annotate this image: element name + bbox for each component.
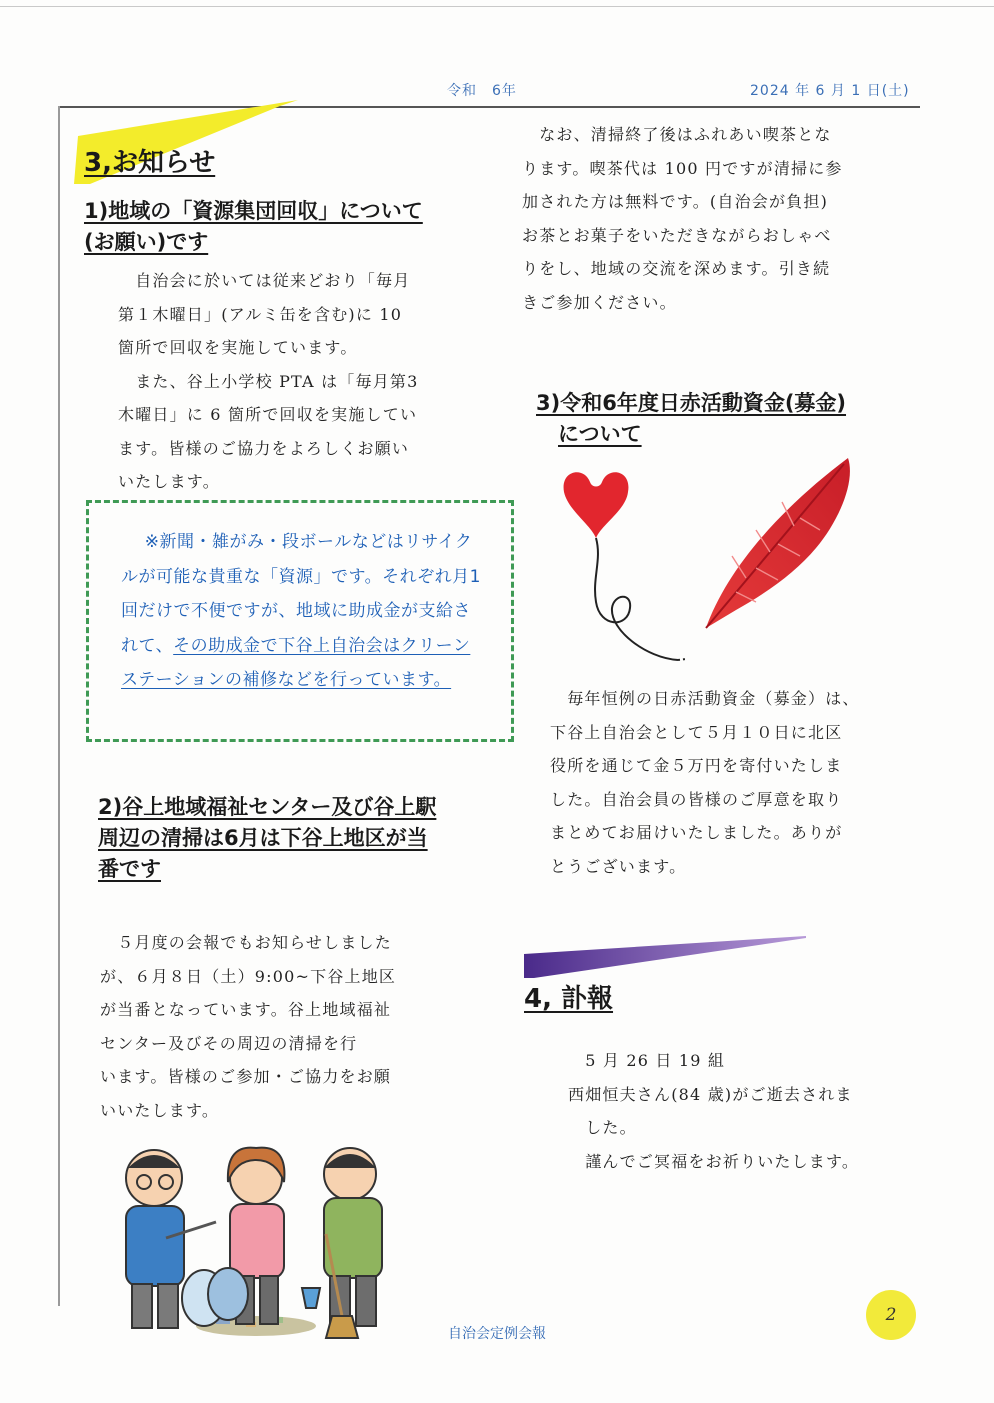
purple-wedge-decoration <box>520 932 810 982</box>
obituary-line: 西畑恒夫さん(84 歳)がご逝去されま <box>568 1084 853 1104</box>
item1-title-line1: 1)地域の「資源集団回収」について <box>84 199 423 223</box>
item2-cont-line: お茶とお菓子をいただきながらおしゃべ <box>522 225 832 245</box>
item2-title <box>98 792 518 885</box>
item1-line: 箇所で回収を実施しています。 <box>118 338 358 357</box>
item2-line: ５月度の会報でもお知らせしました <box>100 933 392 952</box>
item2-line: いいたします。 <box>100 1100 220 1120</box>
obituary-body <box>568 1044 928 1178</box>
section3-title: 3,お知らせ <box>84 148 216 178</box>
item1-line: 木曜日」に 6 箇所で回収を実施してい <box>118 405 418 424</box>
note-part1: ※新聞・雑がみ・段ボールなどはリサイクルが可能な貴重な「資源」です。それぞれ月1回だけで不便ですが、地域に助成金が支給されて、 <box>121 532 481 656</box>
red-feather-heart-illustration <box>556 452 876 668</box>
item3-title-line2: について <box>558 422 642 446</box>
item2-title-line1: 2)谷上地域福祉センター及び谷上駅 <box>98 795 437 819</box>
section4-title: 4, 訃報 <box>524 984 614 1014</box>
obituary-line: 謹んでご冥福をお祈りいたします。 <box>568 1151 860 1171</box>
item3-title-line1: 3)令和6年度日赤活動資金(募金) <box>536 391 847 415</box>
item1-title-line2: (お願い)です <box>84 230 209 254</box>
cleaning-volunteers-illustration <box>106 1138 406 1343</box>
item2-continued-body <box>522 118 922 319</box>
obituary-line: 5 月 26 日 19 組 <box>568 1051 726 1070</box>
page-number: 2 <box>866 1290 916 1340</box>
item2-line: が、６月８日（土）9:00~下谷上地区 <box>100 966 397 986</box>
left-margin-rule <box>58 106 60 1306</box>
item2-cont-line: りをし、地域の交流を深めます。引き続 <box>522 259 831 278</box>
item2-cont-line: ります。喫茶代は 100 円ですが清掃に参 <box>522 158 843 178</box>
item2-cont-line: なお、清掃終了後はふれあい喫茶とな <box>522 125 832 144</box>
recycling-note-text <box>121 525 483 698</box>
item1-line: また、谷上小学校 PTA は「毎月第3 <box>118 371 419 391</box>
footer-title: 自治会定例会報 <box>448 1326 546 1342</box>
item1-line: いたします。 <box>118 472 220 491</box>
item1-line: 自治会に於いては従来どおり「毎月 <box>118 271 411 290</box>
recycling-note-box <box>86 500 514 742</box>
item3-line: とうございます。 <box>550 856 687 876</box>
item2-cont-line: きご参加ください。 <box>522 292 677 312</box>
item3-title <box>536 388 936 450</box>
header-date: 2024 年 6 月 1 日(土) <box>750 83 910 99</box>
header-era: 令和 6年 <box>447 83 517 99</box>
item3-line: した。自治会員の皆様のご厚意を取り <box>550 789 843 809</box>
item2-body <box>100 926 480 1127</box>
obituary-line: した。 <box>568 1118 637 1137</box>
item2-line: センター及びその周辺の清掃を行 <box>100 1033 358 1053</box>
item1-line: 第１木曜日」(アルミ缶を含む)に 10 <box>118 304 403 324</box>
top-rule <box>0 6 994 7</box>
item2-line: が当番となっています。谷上地域福祉 <box>100 1000 392 1019</box>
item1-body <box>118 264 498 499</box>
item2-cont-line: 加された方は無料です。(自治会が負担) <box>522 192 829 211</box>
item3-body <box>550 682 934 883</box>
item2-title-line3: 番です <box>98 857 161 881</box>
item2-title-line2: 周辺の清掃は6月は下谷上地区が当 <box>98 826 428 850</box>
item1-title <box>84 196 504 258</box>
item3-line: 下谷上自治会として５月１０日に北区 <box>550 722 843 742</box>
item2-line: います。皆様のご参加・ご協力をお願 <box>100 1067 392 1086</box>
item3-line: 役所を通じて金５万円を寄付いたしま <box>550 756 843 775</box>
item1-line: ます。皆様のご協力をよろしくお願い <box>118 438 410 458</box>
note-part2-underlined: その助成金で下谷上自治会はクリーンステーションの補修などを行っています。 <box>121 635 471 690</box>
item3-line: 毎年恒例の日赤活動資金（募金）は、 <box>550 689 860 708</box>
item3-line: まとめてお届けいたしました。ありが <box>550 823 843 842</box>
